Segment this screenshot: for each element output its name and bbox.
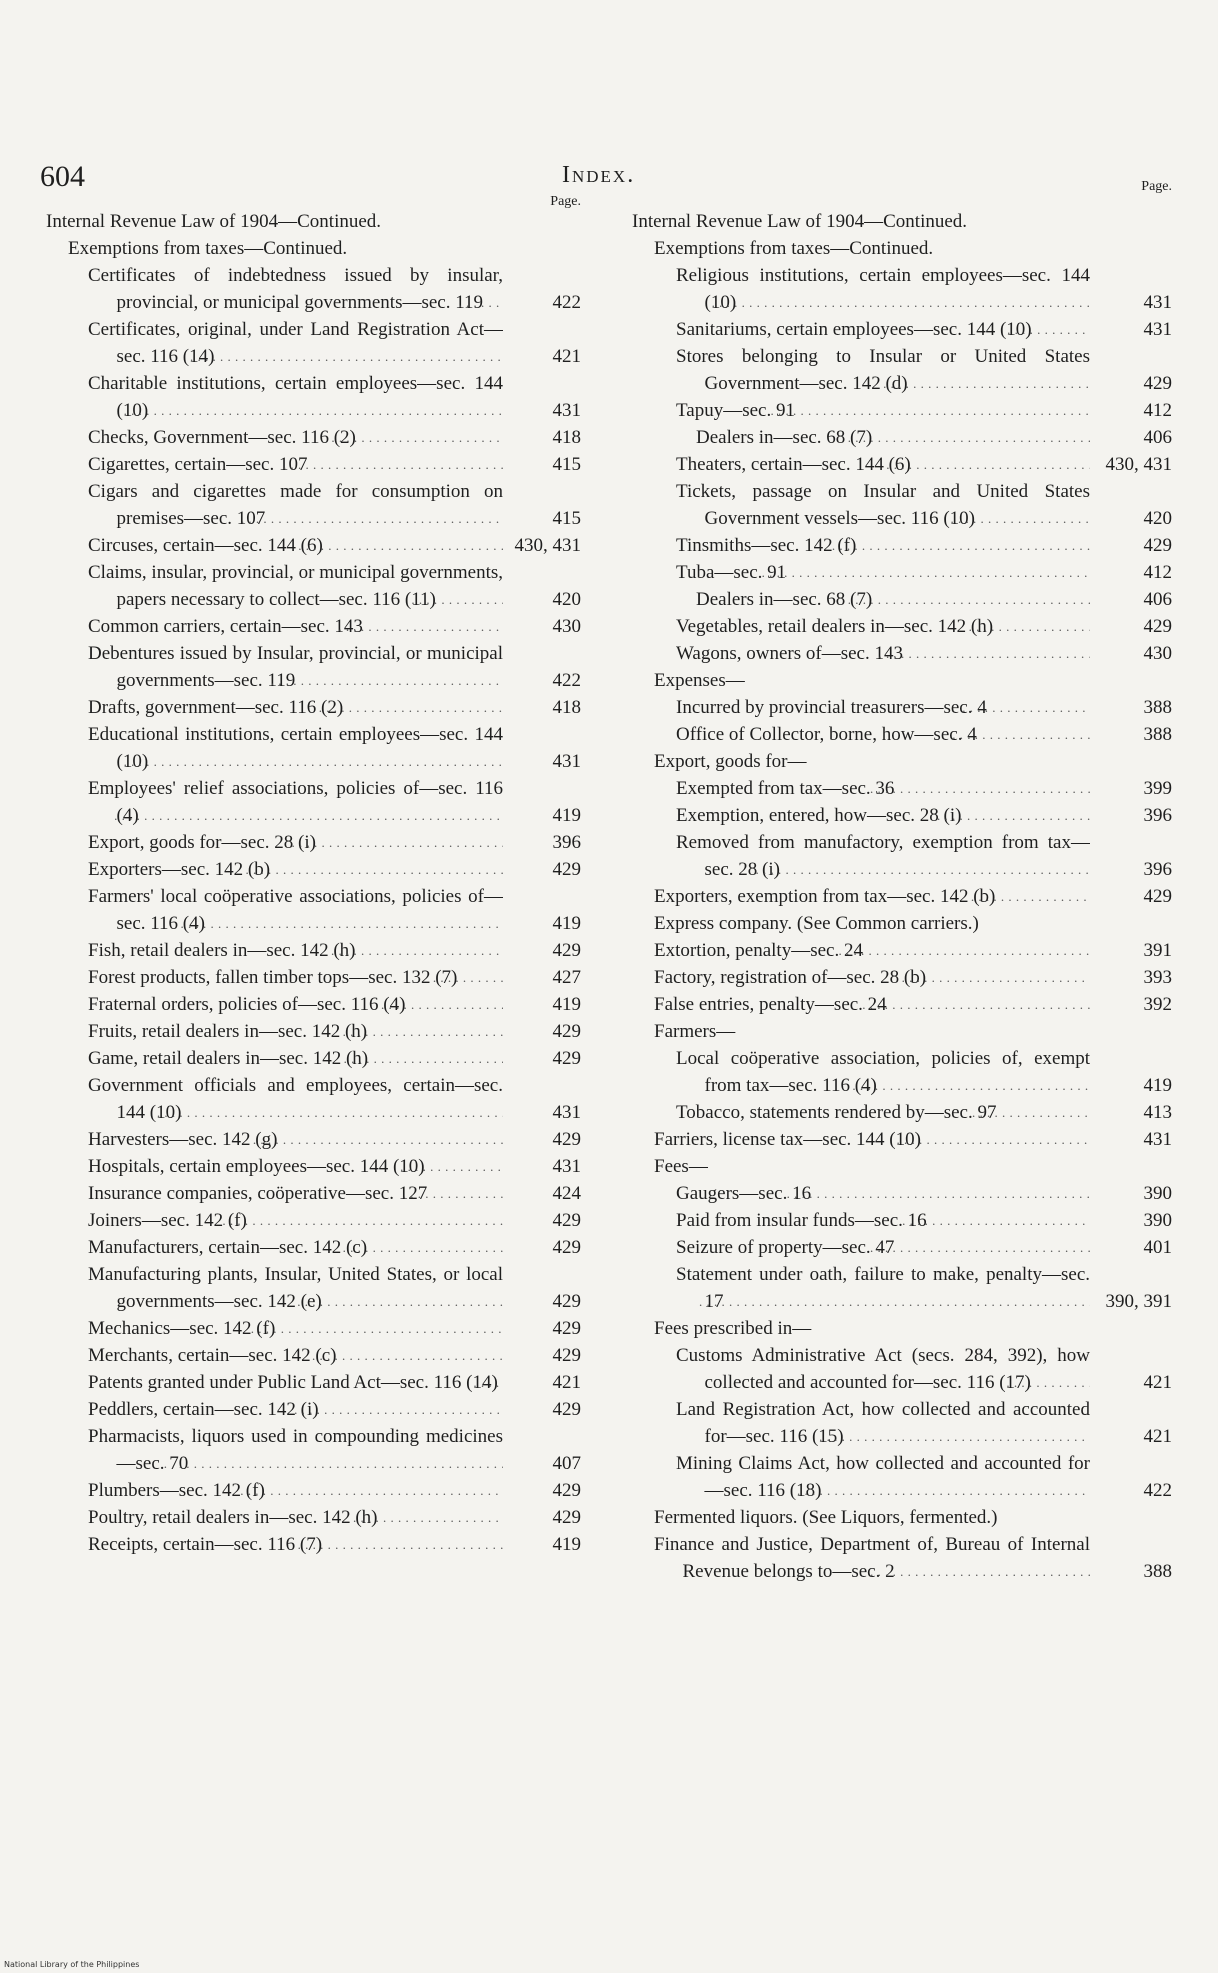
entry-page: 429 <box>552 1210 581 1231</box>
entry-page: 431 <box>1143 319 1172 340</box>
entry-text: Mining Claims Act, how collected and accounted for—sec. 116 (18) . . . <box>676 1450 1090 1504</box>
index-entry <box>46 262 581 316</box>
entry-page: 429 <box>552 1507 581 1528</box>
index-entry <box>46 1261 581 1315</box>
entry-page: 388 <box>1143 724 1172 745</box>
index-entry <box>632 721 1172 748</box>
entry-page: 419 <box>552 805 581 826</box>
entry-page: 392 <box>1143 994 1172 1015</box>
index-entry <box>632 937 1172 964</box>
entry-page: 406 <box>1143 589 1172 610</box>
entry-text: Gaugers—sec. 16 . . . <box>676 1180 1090 1207</box>
index-entry <box>46 370 581 424</box>
index-entry <box>46 775 581 829</box>
entry-text: Tickets, passage on Insular and United States Government vessels—sec. 116 (10) . . . <box>676 478 1090 532</box>
entry-page: 431 <box>1143 292 1172 313</box>
entry-text: Farriers, license tax—sec. 144 (10) . . . <box>654 1126 1090 1153</box>
entry-page: 391 <box>1143 940 1172 961</box>
index-entry <box>632 991 1172 1018</box>
entry-text: Statement under oath, failure to make, penalty—sec. 17 . . . <box>676 1261 1090 1315</box>
entry-page: 430, 431 <box>514 535 581 556</box>
entry-page: 431 <box>552 400 581 421</box>
entry-text: Government officials and employees, certain—sec. 144 (10) . . . <box>88 1072 503 1126</box>
entry-page: 429 <box>1143 886 1172 907</box>
index-entry <box>632 613 1172 640</box>
index-entry <box>46 856 581 883</box>
entry-page: 429 <box>552 1291 581 1312</box>
entry-page: 422 <box>552 292 581 313</box>
entry-text: Religious institutions, certain employees—sec. 144 (10) . . . <box>676 262 1090 316</box>
entry-text: Fees prescribed in— <box>654 1318 812 1339</box>
entry-page: 421 <box>1143 1372 1172 1393</box>
index-entry <box>632 1126 1172 1153</box>
index-entry <box>632 1315 1172 1342</box>
entry-page: 396 <box>552 832 581 853</box>
index-entry <box>632 424 1172 451</box>
entry-page: 415 <box>552 454 581 475</box>
index-entry <box>632 1261 1172 1315</box>
entry-text: Wagons, owners of—sec. 143 . . . <box>676 640 1090 667</box>
entry-page: 418 <box>552 697 581 718</box>
entry-page: 418 <box>552 427 581 448</box>
entry-text: Hospitals, certain employees—sec. 144 (10) . . . <box>88 1153 503 1180</box>
entry-text: Certificates, original, under Land Registration Act—sec. 116 (14) . . . <box>88 316 503 370</box>
entry-page: 427 <box>552 967 581 988</box>
index-entry <box>46 316 581 370</box>
entry-text: Sanitariums, certain employees—sec. 144 (10) . . . <box>676 316 1090 343</box>
entry-text: Seizure of property—sec. 47 . . . <box>676 1234 1090 1261</box>
entry-text: Tobacco, statements rendered by—sec. 97 . . . <box>676 1099 1090 1126</box>
entry-text: Fish, retail dealers in—sec. 142 (h) . . . <box>88 937 503 964</box>
index-entry <box>46 1477 581 1504</box>
entry-page: 412 <box>1143 400 1172 421</box>
entry-text: Theaters, certain—sec. 144 (6) . . . <box>676 451 1090 478</box>
entry-page: 421 <box>1143 1426 1172 1447</box>
entry-text: Tuba—sec. 91 . . . <box>676 559 1090 586</box>
index-entry <box>46 559 581 613</box>
entry-text: Vegetables, retail dealers in—sec. 142 (h) . . . <box>676 613 1090 640</box>
entry-text: Exemption, entered, how—sec. 28 (i) . . . <box>676 802 1090 829</box>
entry-text: Manufacturing plants, Insular, United States, or local governments—sec. 142 (e) . . . <box>88 1261 503 1315</box>
index-entry <box>632 694 1172 721</box>
entry-page: 419 <box>1143 1075 1172 1096</box>
entry-text: Game, retail dealers in—sec. 142 (h) . . . <box>88 1045 503 1072</box>
entry-text: Dealers in—sec. 68 (7) . . . <box>696 586 1090 613</box>
index-entry <box>632 775 1172 802</box>
index-entry <box>632 262 1172 316</box>
entry-text: Export, goods for—sec. 28 (i) . . . <box>88 829 503 856</box>
entry-text: Fraternal orders, policies of—sec. 116 (4) . . . <box>88 991 503 1018</box>
entry-text: False entries, penalty—sec. 24 . . . <box>654 991 1090 1018</box>
entry-page: 429 <box>552 1021 581 1042</box>
entry-page: 396 <box>1143 805 1172 826</box>
entry-text: Charitable institutions, certain employees—sec. 144 (10) . . . <box>88 370 503 424</box>
entry-page: 429 <box>552 1318 581 1339</box>
entry-text: Exempted from tax—sec. 36 . . . <box>676 775 1090 802</box>
page-number: 604 <box>40 160 85 193</box>
index-entry <box>46 1423 581 1477</box>
index-entry <box>632 748 1172 775</box>
index-entry <box>632 532 1172 559</box>
entry-text: Manufacturers, certain—sec. 142 (c) . . . <box>88 1234 503 1261</box>
index-entry <box>632 829 1172 883</box>
index-entry <box>46 964 581 991</box>
entry-text: Common carriers, certain—sec. 143 . . . <box>88 613 503 640</box>
right-entries <box>632 235 1172 1585</box>
index-entry <box>632 397 1172 424</box>
entry-page: 430 <box>1143 643 1172 664</box>
index-entry <box>46 1045 581 1072</box>
entry-text: Claims, insular, provincial, or municipal governments, papers necessary to collect—sec. 116 (11) . . . <box>88 559 503 613</box>
index-entry <box>46 883 581 937</box>
entry-text: Tinsmiths—sec. 142 (f) . . . <box>676 532 1090 559</box>
index-entry <box>46 1315 581 1342</box>
entry-text: Checks, Government—sec. 116 (2) . . . <box>88 424 503 451</box>
entry-text: Local coöperative association, policies of, exempt from tax—sec. 116 (4) . . . <box>676 1045 1090 1099</box>
entry-text: Fermented liquors. (See Liquors, fermented.) <box>654 1507 998 1528</box>
entry-text: Fruits, retail dealers in—sec. 142 (h) . . . <box>88 1018 503 1045</box>
entry-text: Expenses— <box>654 670 745 691</box>
entry-text: Tapuy—sec. 91 . . . <box>676 397 1090 424</box>
entry-text: Farmers' local coöperative associations, policies of—sec. 116 (4) . . . <box>88 883 503 937</box>
index-entry <box>46 1072 581 1126</box>
index-entry <box>632 964 1172 991</box>
entry-text: Joiners—sec. 142 (f) . . . <box>88 1207 503 1234</box>
entry-text: Stores belonging to Insular or United States Government—sec. 142 (d) . . . <box>676 343 1090 397</box>
entry-page: 390 <box>1143 1183 1172 1204</box>
entry-text: Land Registration Act, how collected and accounted for—sec. 116 (15) . . . <box>676 1396 1090 1450</box>
index-entry <box>632 640 1172 667</box>
index-entry <box>46 694 581 721</box>
entry-page: 430, 431 <box>1105 454 1172 475</box>
index-entry <box>46 1126 581 1153</box>
page-column-label: Page. <box>1141 179 1172 194</box>
index-entry <box>46 478 581 532</box>
index-entry <box>46 1396 581 1423</box>
entry-page: 422 <box>552 670 581 691</box>
page-title: Index. <box>562 162 636 188</box>
index-entry <box>46 1531 581 1558</box>
entry-page: 431 <box>552 1102 581 1123</box>
footer-credit: National Library of the Philippines <box>4 1960 140 1969</box>
index-entry <box>632 1207 1172 1234</box>
entry-text: Receipts, certain—sec. 116 (7) . . . <box>88 1531 503 1558</box>
index-entry <box>632 1180 1172 1207</box>
index-entry <box>632 586 1172 613</box>
index-entry <box>632 1153 1172 1180</box>
index-entry <box>632 667 1172 694</box>
entry-page: 420 <box>552 589 581 610</box>
entry-text: Customs Administrative Act (secs. 284, 392), how collected and accounted for—sec. 116 (17) . . . <box>676 1342 1090 1396</box>
entry-page: 429 <box>552 1345 581 1366</box>
entry-page: 421 <box>552 1372 581 1393</box>
entry-text: Mechanics—sec. 142 (f) . . . <box>88 1315 503 1342</box>
entry-text: Debentures issued by Insular, provincial, or municipal governments—sec. 119 . . . <box>88 640 503 694</box>
entry-text: Exporters—sec. 142 (b) . . . <box>88 856 503 883</box>
entry-text: Certificates of indebtedness issued by insular, provincial, or municipal governments—sec. 119 . . . <box>88 262 503 316</box>
right-heading: Internal Revenue Law of 1904—Continued. <box>632 211 968 232</box>
index-entry <box>632 1099 1172 1126</box>
index-entry <box>46 1180 581 1207</box>
entry-page: 422 <box>1143 1480 1172 1501</box>
right-column <box>632 179 1172 1585</box>
index-entry <box>46 424 581 451</box>
entry-page: 431 <box>1143 1129 1172 1150</box>
entry-page: 429 <box>1143 373 1172 394</box>
left-entries <box>46 262 581 1558</box>
index-entry <box>46 721 581 775</box>
page-column-label: Page. <box>550 194 581 209</box>
index-entry <box>46 1234 581 1261</box>
entry-page: 429 <box>552 859 581 880</box>
entry-text: Incurred by provincial treasurers—sec. 4 . . . <box>676 694 1090 721</box>
entry-text: Merchants, certain—sec. 142 (c) . . . <box>88 1342 503 1369</box>
entry-text: Exemptions from taxes—Continued. <box>654 238 934 259</box>
entry-text: Finance and Justice, Department of, Bureau of Internal Revenue belongs to—sec. 2 . . . <box>654 1531 1090 1585</box>
index-entry <box>632 343 1172 397</box>
entry-page: 419 <box>552 994 581 1015</box>
index-entry <box>632 910 1172 937</box>
index-entry <box>632 1018 1172 1045</box>
entry-page: 415 <box>552 508 581 529</box>
index-entry <box>46 1207 581 1234</box>
entry-text: Office of Collector, borne, how—sec. 4 . . . <box>676 721 1090 748</box>
entry-page: 420 <box>1143 508 1172 529</box>
entry-text: Factory, registration of—sec. 28 (b) . . . <box>654 964 1090 991</box>
index-entry <box>46 451 581 478</box>
entry-text: Removed from manufactory, exemption from tax—sec. 28 (i) . . . <box>676 829 1090 883</box>
index-entry <box>46 1153 581 1180</box>
index-entry <box>46 532 581 559</box>
index-entry <box>46 991 581 1018</box>
index-entry <box>632 478 1172 532</box>
entry-text: Insurance companies, coöperative—sec. 127 . . . <box>88 1180 503 1207</box>
entry-page: 429 <box>552 1399 581 1420</box>
entry-text: Pharmacists, liquors used in compounding medicines—sec. 70 . . . <box>88 1423 503 1477</box>
entry-page: 419 <box>552 913 581 934</box>
entry-page: 429 <box>1143 535 1172 556</box>
entry-text: Express company. (See Common carriers.) <box>654 913 979 934</box>
index-entry <box>46 640 581 694</box>
index-entry <box>46 1342 581 1369</box>
index-entry <box>46 1018 581 1045</box>
index-entry <box>46 1504 581 1531</box>
entry-page: 430 <box>552 616 581 637</box>
entry-text: Plumbers—sec. 142 (f) . . . <box>88 1477 503 1504</box>
index-entry <box>632 883 1172 910</box>
index-entry <box>632 802 1172 829</box>
entry-page: 431 <box>552 1156 581 1177</box>
entry-page: 429 <box>1143 616 1172 637</box>
entry-page: 412 <box>1143 562 1172 583</box>
entry-text: Cigarettes, certain—sec. 107 . . . <box>88 451 503 478</box>
entry-page: 401 <box>1143 1237 1172 1258</box>
index-entry <box>46 613 581 640</box>
entry-page: 406 <box>1143 427 1172 448</box>
entry-text: Fees— <box>654 1156 708 1177</box>
entry-page: 390 <box>1143 1210 1172 1231</box>
left-heading: Internal Revenue Law of 1904—Continued. <box>46 211 382 232</box>
entry-page: 396 <box>1143 859 1172 880</box>
index-entry <box>632 1342 1172 1396</box>
left-column <box>46 194 581 1558</box>
index-entry <box>632 1234 1172 1261</box>
index-entry <box>632 1450 1172 1504</box>
entry-text: Cigars and cigarettes made for consumption on premises—sec. 107 . . . <box>88 478 503 532</box>
entry-page: 419 <box>552 1534 581 1555</box>
entry-page: 429 <box>552 1480 581 1501</box>
index-entry <box>46 1369 581 1396</box>
entry-page: 431 <box>552 751 581 772</box>
index-entry <box>632 1504 1172 1531</box>
entry-page: 421 <box>552 346 581 367</box>
entry-page: 424 <box>552 1183 581 1204</box>
index-entry <box>632 316 1172 343</box>
index-entry <box>632 1396 1172 1450</box>
entry-text: Forest products, fallen timber tops—sec. 132 (7) . . . <box>88 964 503 991</box>
entry-text: Drafts, government—sec. 116 (2) . . . <box>88 694 503 721</box>
index-entry <box>46 829 581 856</box>
entry-text: Dealers in—sec. 68 (7) . . . <box>696 424 1090 451</box>
entry-page: 399 <box>1143 778 1172 799</box>
entry-page: 388 <box>1143 1561 1172 1582</box>
entry-text: Educational institutions, certain employees—sec. 144 (10) . . . <box>88 721 503 775</box>
entry-text: Poultry, retail dealers in—sec. 142 (h) . . . <box>88 1504 503 1531</box>
entry-page: 429 <box>552 940 581 961</box>
entry-text: Patents granted under Public Land Act—sec. 116 (14) . . . <box>88 1369 503 1396</box>
left-subheading: Exemptions from taxes—Continued. <box>68 238 348 259</box>
index-entry <box>632 1045 1172 1099</box>
index-entry <box>632 559 1172 586</box>
entry-page: 393 <box>1143 967 1172 988</box>
index-entry <box>632 451 1172 478</box>
entry-page: 390, 391 <box>1105 1291 1172 1312</box>
index-entry <box>46 937 581 964</box>
entry-page: 429 <box>552 1129 581 1150</box>
entry-text: Paid from insular funds—sec. 16 . . . <box>676 1207 1090 1234</box>
entry-page: 413 <box>1143 1102 1172 1123</box>
entry-text: Export, goods for— <box>654 751 807 772</box>
entry-text: Employees' relief associations, policies of—sec. 116 (4) . . . <box>88 775 503 829</box>
entry-text: Harvesters—sec. 142 (g) . . . <box>88 1126 503 1153</box>
entry-text: Peddlers, certain—sec. 142 (i) . . . <box>88 1396 503 1423</box>
entry-page: 429 <box>552 1048 581 1069</box>
entry-page: 388 <box>1143 697 1172 718</box>
entry-page: 407 <box>552 1453 581 1474</box>
entry-page: 429 <box>552 1237 581 1258</box>
entry-text: Exporters, exemption from tax—sec. 142 (b) . . . <box>654 883 1090 910</box>
entry-text: Circuses, certain—sec. 144 (6) . . . <box>88 532 503 559</box>
index-entry <box>632 1531 1172 1585</box>
index-entry <box>632 235 1172 262</box>
entry-text: Farmers— <box>654 1021 736 1042</box>
entry-text: Extortion, penalty—sec. 24 . . . <box>654 937 1090 964</box>
